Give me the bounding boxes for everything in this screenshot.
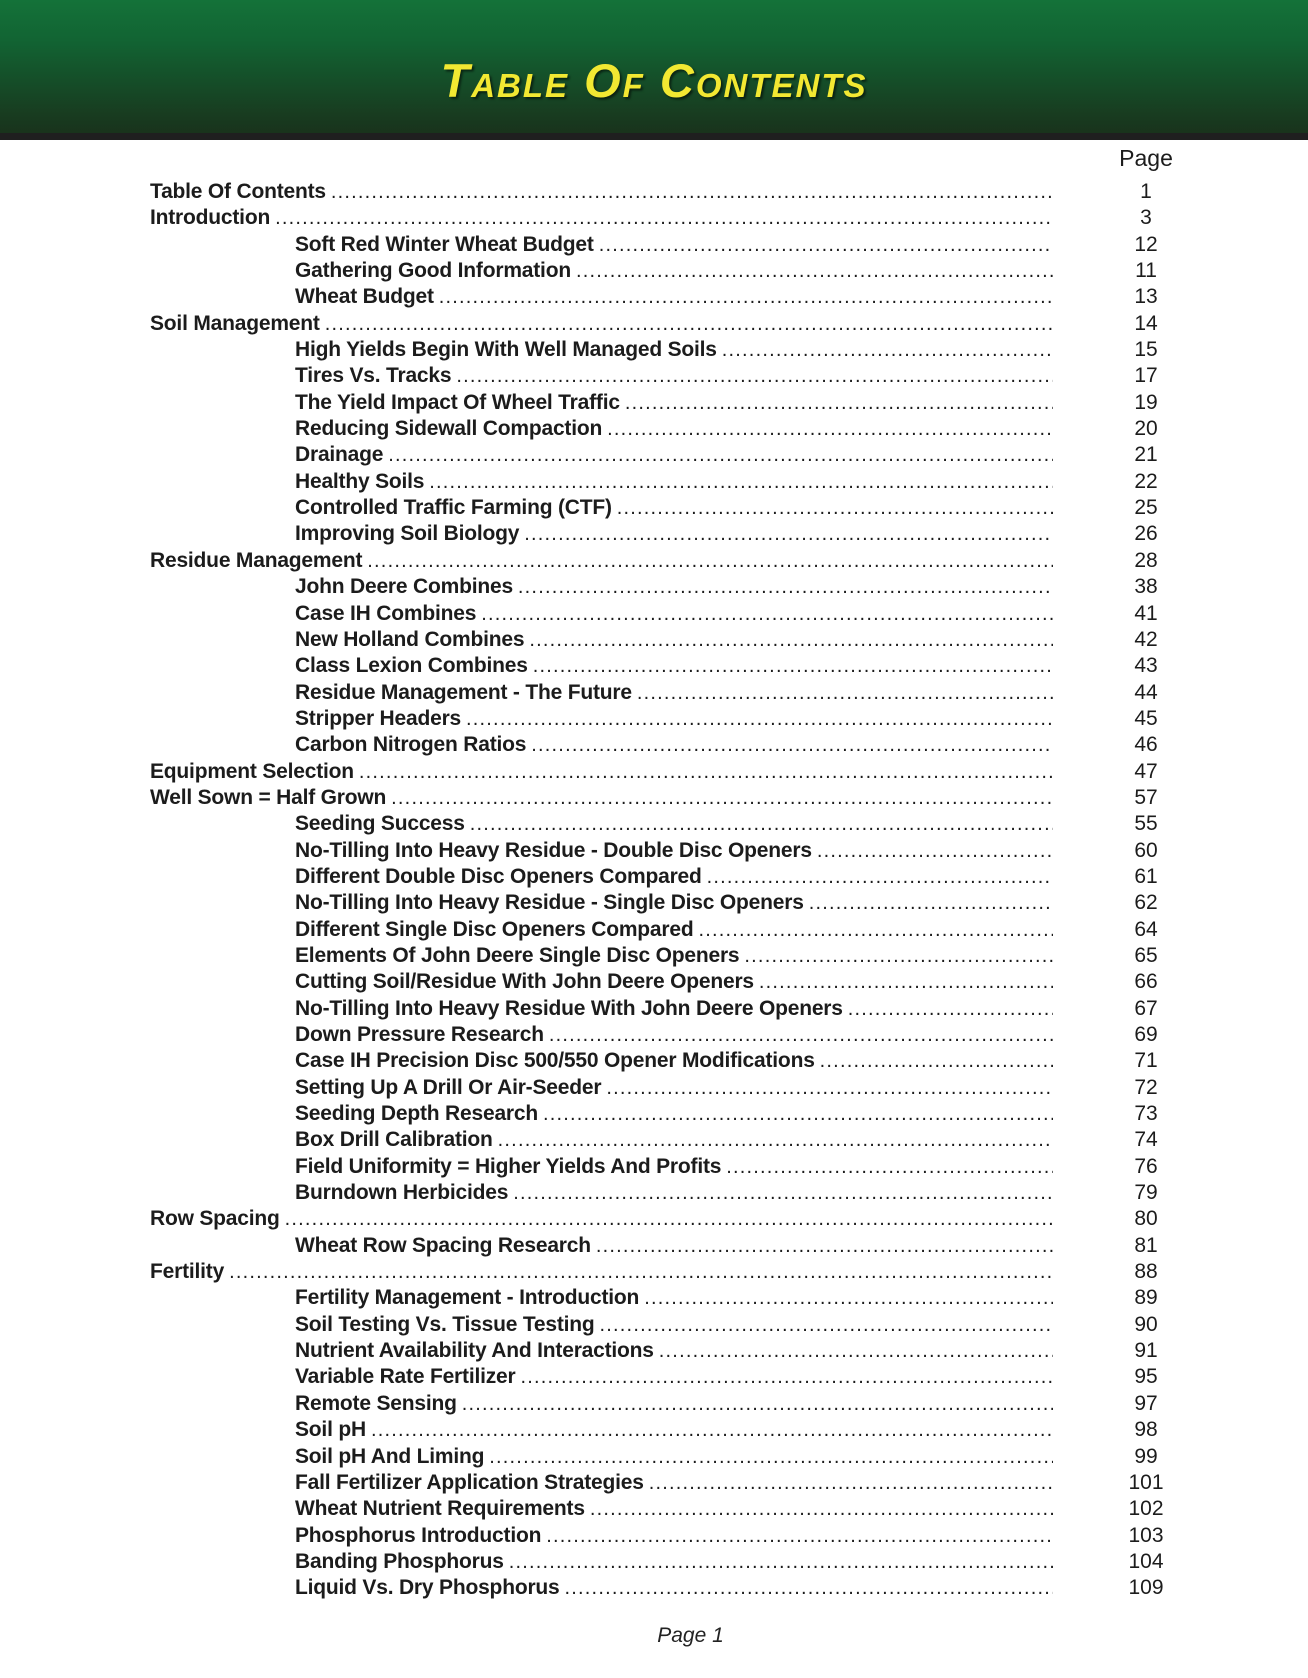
dot-leader [325, 311, 1053, 337]
toc-entry-label: Cutting Soil/Residue With John Deere Openers [295, 970, 754, 994]
toc-entry-page: 91 [1134, 1339, 1158, 1363]
toc-entry-label: Fertility [150, 1260, 225, 1284]
toc-entry [150, 548, 1231, 574]
toc-entry [150, 469, 1231, 495]
toc-entry-label: Well Sown = Half Grown [150, 785, 387, 809]
dot-leader [546, 1523, 1053, 1549]
toc-entry-label: Wheat Row Spacing Research [295, 1233, 591, 1257]
toc-entry [150, 1496, 1231, 1522]
toc-entry-page: 62 [1134, 891, 1158, 915]
toc-entry-page: 61 [1134, 864, 1158, 888]
dot-leader [359, 759, 1053, 785]
toc-entry-label: Different Double Disc Openers Compared [295, 864, 702, 888]
dot-leader [509, 1549, 1053, 1575]
dot-leader [820, 1048, 1053, 1074]
toc-entry-page: 28 [1134, 548, 1158, 572]
dot-leader [599, 232, 1053, 258]
dot-leader [456, 363, 1053, 389]
dot-leader [275, 205, 1053, 231]
toc-entry-label: No-Tilling Into Heavy Residue - Double Disc Openers [295, 838, 812, 862]
toc-entry-page: 89 [1134, 1286, 1158, 1310]
toc-entry-label: John Deere Combines [295, 575, 513, 599]
toc-entry-label: Phosphorus Introduction [295, 1523, 542, 1547]
toc-entry-label: Controlled Traffic Farming (CTF) [295, 496, 612, 520]
toc-entry [150, 996, 1231, 1022]
toc-entry-page: 38 [1134, 575, 1158, 599]
toc-entry-label: Class Lexion Combines [295, 654, 528, 678]
toc-entry [150, 1523, 1231, 1549]
page-footer: Page 1 [657, 1623, 724, 1647]
toc-entry [150, 1154, 1231, 1180]
toc-entry-page: 88 [1134, 1260, 1158, 1284]
toc-entry-label: Residue Management [150, 548, 363, 572]
toc-entry [150, 1338, 1231, 1364]
toc-entry-page: 47 [1134, 759, 1158, 783]
toc-entry-page: 25 [1134, 496, 1158, 520]
toc-entry-page: 73 [1134, 1102, 1158, 1126]
toc-entry [150, 1549, 1231, 1575]
toc-entry [150, 1470, 1231, 1496]
toc-entry-label: Nutrient Availability And Interactions [295, 1339, 654, 1363]
dot-leader [520, 1364, 1053, 1390]
toc-entry-label: Fertility Management - Introduction [295, 1286, 640, 1310]
toc-entry [150, 1233, 1231, 1259]
toc-entry-label: Gathering Good Information [295, 259, 571, 283]
toc-entry [150, 1259, 1231, 1285]
toc-entry [150, 732, 1231, 758]
toc-entry-label: Wheat Nutrient Requirements [295, 1497, 585, 1521]
toc-entry [150, 1391, 1231, 1417]
toc-entry-page: 22 [1134, 469, 1158, 493]
dot-leader [644, 1285, 1053, 1311]
toc-entry-page: 99 [1134, 1444, 1158, 1468]
toc-entry-label: Remote Sensing [295, 1391, 457, 1415]
dot-leader [529, 627, 1053, 653]
toc-entry-page: 11 [1135, 259, 1157, 283]
toc-entry [150, 1127, 1231, 1153]
dot-leader [576, 258, 1053, 284]
dot-leader [607, 416, 1053, 442]
toc-entry-page: 98 [1134, 1418, 1158, 1442]
dot-leader [331, 179, 1053, 205]
toc-entry-label: No-Tilling Into Heavy Residue - Single Disc Openers [295, 891, 804, 915]
toc-entry [150, 284, 1231, 310]
toc-entry-page: 57 [1134, 785, 1158, 809]
toc-entry [150, 890, 1231, 916]
toc-entry-label: New Holland Combines [295, 627, 525, 651]
dot-leader [531, 732, 1053, 758]
dot-leader [518, 574, 1053, 600]
toc-entry [150, 1048, 1231, 1074]
toc-entry-page: 79 [1134, 1181, 1158, 1205]
toc-entry-label: Seeding Success [295, 812, 465, 836]
toc-entry-page: 72 [1134, 1075, 1158, 1099]
dot-leader [498, 1127, 1053, 1153]
toc-entry-page: 41 [1134, 601, 1158, 625]
toc-entry-label: Residue Management - The Future [295, 680, 632, 704]
toc-entry-label: Fall Fertilizer Application Strategies [295, 1470, 644, 1494]
toc-entry [150, 390, 1231, 416]
page-title: Table Of Contents [440, 54, 868, 107]
toc-entry-label: Wheat Budget [295, 285, 434, 309]
dot-leader [699, 917, 1054, 943]
toc-entry [150, 917, 1231, 943]
toc-entry [150, 179, 1231, 205]
toc-entry [150, 811, 1231, 837]
toc-entry [150, 1417, 1231, 1443]
toc-entry [150, 495, 1231, 521]
toc-entry-page: 26 [1134, 522, 1158, 546]
dot-leader [596, 1233, 1053, 1259]
toc-entry-page: 64 [1134, 917, 1158, 941]
toc-entry-label: Box Drill Calibration [295, 1128, 493, 1152]
toc-entry [150, 205, 1231, 231]
toc-entry-label: Introduction [150, 206, 271, 230]
toc-entry-label: Drainage [295, 443, 384, 467]
toc-entry [150, 1180, 1231, 1206]
dot-leader [817, 838, 1053, 864]
toc-entry-page: 67 [1134, 996, 1158, 1020]
toc-entry [150, 969, 1231, 995]
toc-entry [150, 785, 1231, 811]
toc-entry [150, 232, 1231, 258]
dot-leader [470, 811, 1053, 837]
dot-leader [229, 1259, 1053, 1285]
toc-entry [150, 1444, 1231, 1470]
toc-entry [150, 1022, 1231, 1048]
toc-entry-label: Setting Up A Drill Or Air-Seeder [295, 1075, 602, 1099]
toc-entry [150, 337, 1231, 363]
dot-leader [659, 1338, 1053, 1364]
toc-entry [150, 653, 1231, 679]
toc-entry [150, 1285, 1231, 1311]
toc-entry [150, 363, 1231, 389]
dot-leader [809, 890, 1053, 916]
toc-entry [150, 1075, 1231, 1101]
toc-entry-label: Improving Soil Biology [295, 522, 520, 546]
toc-entry-page: 55 [1134, 812, 1158, 836]
dot-leader [439, 284, 1053, 310]
dot-leader [707, 864, 1053, 890]
dot-leader [600, 1312, 1053, 1338]
dot-leader [744, 943, 1053, 969]
toc-entry-page: 66 [1134, 970, 1158, 994]
toc-entry-page: 95 [1134, 1365, 1158, 1389]
toc-entry-page: 44 [1134, 680, 1158, 704]
toc-entry-page: 46 [1134, 733, 1158, 757]
toc-entry-page: 21 [1134, 443, 1158, 467]
toc-entry-label: Down Pressure Research [295, 1023, 544, 1046]
toc-entry-label: Tires Vs. Tracks [295, 364, 452, 388]
toc-entry [150, 601, 1231, 627]
toc-entry-page: 14 [1134, 311, 1158, 335]
toc-entry [150, 838, 1231, 864]
dot-leader [367, 548, 1053, 574]
header-banner [0, 0, 1308, 140]
toc-entry-page: 74 [1134, 1128, 1158, 1152]
toc-entry-label: Table Of Contents [150, 180, 326, 203]
toc-entry-label: Case IH Combines [295, 601, 477, 625]
toc-entry-label: Carbon Nitrogen Ratios [295, 733, 527, 757]
dot-leader [617, 495, 1053, 521]
toc-entry-page: 19 [1134, 390, 1158, 414]
dot-leader [489, 1444, 1053, 1470]
toc-entry-label: Soil pH [295, 1418, 366, 1442]
toc-list [150, 179, 1231, 1602]
dot-leader [543, 1101, 1053, 1127]
dot-leader [513, 1180, 1053, 1206]
toc-entry-page: 102 [1128, 1497, 1164, 1521]
dot-leader [848, 996, 1053, 1022]
dot-leader [722, 337, 1053, 363]
toc-entry [150, 416, 1231, 442]
toc-entry-label: Soil pH And Liming [295, 1444, 485, 1468]
dot-leader [391, 785, 1053, 811]
toc-entry-page: 76 [1134, 1154, 1158, 1178]
dot-leader [466, 706, 1053, 732]
toc-entry-page: 17 [1134, 364, 1158, 388]
toc-entry-page: 65 [1134, 943, 1158, 967]
toc-entry-label: Stripper Headers [295, 706, 462, 730]
dot-leader [285, 1206, 1053, 1232]
dot-leader [726, 1154, 1053, 1180]
toc-entry-label: Reducing Sidewall Compaction [295, 417, 603, 441]
dot-leader [429, 469, 1053, 495]
toc-entry-page: 80 [1134, 1207, 1158, 1231]
toc-content [0, 145, 1308, 1648]
dot-leader [533, 653, 1053, 679]
toc-entry [150, 521, 1231, 547]
toc-entry-label: Elements Of John Deere Single Disc Openers [295, 943, 740, 967]
toc-entry-page: 104 [1128, 1549, 1164, 1573]
toc-entry-page: 42 [1134, 627, 1158, 651]
toc-entry-label: No-Tilling Into Heavy Residue With John Deere Openers [295, 996, 843, 1020]
toc-entry-label: Soil Testing Vs. Tissue Testing [295, 1312, 595, 1336]
dot-leader [625, 390, 1053, 416]
toc-entry-page: 101 [1128, 1470, 1164, 1494]
toc-entry-label: Case IH Precision Disc 500/550 Opener Modifications [295, 1049, 815, 1073]
toc-entry-label: Healthy Soils [295, 469, 425, 493]
toc-entry-label: Equipment Selection [150, 759, 354, 783]
toc-entry [150, 706, 1231, 732]
toc-entry-page: 69 [1134, 1023, 1158, 1046]
toc-entry-label: The Yield Impact Of Wheel Traffic [295, 390, 620, 414]
toc-entry [150, 627, 1231, 653]
toc-entry-page: 15 [1134, 338, 1158, 362]
dot-leader [606, 1075, 1053, 1101]
toc-entry-page: 13 [1134, 285, 1158, 309]
dot-leader [637, 680, 1053, 706]
dot-leader [759, 969, 1053, 995]
toc-entry-label: Burndown Herbicides [295, 1181, 509, 1205]
toc-entry-page: 3 [1140, 206, 1152, 230]
toc-entry-label: Seeding Depth Research [295, 1102, 539, 1126]
toc-entry-label: Soil Management [150, 311, 320, 335]
toc-entry-page: 97 [1134, 1391, 1158, 1415]
dot-leader [590, 1496, 1053, 1522]
toc-entry-page: 1 [1140, 180, 1152, 203]
toc-entry-label: High Yields Begin With Well Managed Soils [295, 338, 717, 362]
toc-entry [150, 311, 1231, 337]
dot-leader [388, 442, 1053, 468]
toc-entry-page: 90 [1134, 1312, 1158, 1336]
toc-entry [150, 680, 1231, 706]
toc-entry [150, 442, 1231, 468]
toc-entry-label: Field Uniformity = Higher Yields And Profits [295, 1154, 722, 1178]
toc-entry-page: 43 [1134, 654, 1158, 678]
dot-leader [481, 601, 1053, 627]
toc-entry-page: 103 [1128, 1523, 1164, 1547]
toc-entry [150, 1575, 1231, 1601]
toc-entry-label: Different Single Disc Openers Compared [295, 917, 694, 941]
dot-leader [649, 1470, 1053, 1496]
dot-leader [565, 1575, 1053, 1601]
toc-entry-label: Row Spacing [150, 1207, 280, 1231]
dot-leader [524, 521, 1053, 547]
toc-entry [150, 1101, 1231, 1127]
toc-entry [150, 1312, 1231, 1338]
toc-entry-page: 109 [1128, 1576, 1164, 1600]
dot-leader [371, 1417, 1053, 1443]
toc-entry-page: 12 [1134, 232, 1158, 256]
toc-entry-label: Soft Red Winter Wheat Budget [295, 232, 594, 256]
page-column-header: Page [1119, 145, 1173, 171]
toc-entry [150, 1206, 1231, 1232]
toc-entry [150, 1364, 1231, 1390]
page-column-header-row [150, 145, 1231, 171]
toc-entry-page: 20 [1134, 417, 1158, 441]
dot-leader [549, 1022, 1053, 1048]
toc-entry-label: Banding Phosphorus [295, 1549, 504, 1573]
toc-entry [150, 943, 1231, 969]
toc-entry-page: 81 [1134, 1233, 1158, 1257]
spacer [150, 145, 1061, 171]
toc-entry [150, 759, 1231, 785]
toc-entry-page: 45 [1134, 706, 1158, 730]
toc-entry-label: Variable Rate Fertilizer [295, 1365, 516, 1389]
toc-entry [150, 574, 1231, 600]
dot-leader [462, 1391, 1053, 1417]
toc-entry-page: 71 [1134, 1049, 1158, 1073]
toc-entry [150, 258, 1231, 284]
toc-entry-page: 60 [1134, 838, 1158, 862]
toc-entry [150, 864, 1231, 890]
toc-entry-label: Liquid Vs. Dry Phosphorus [295, 1576, 560, 1600]
